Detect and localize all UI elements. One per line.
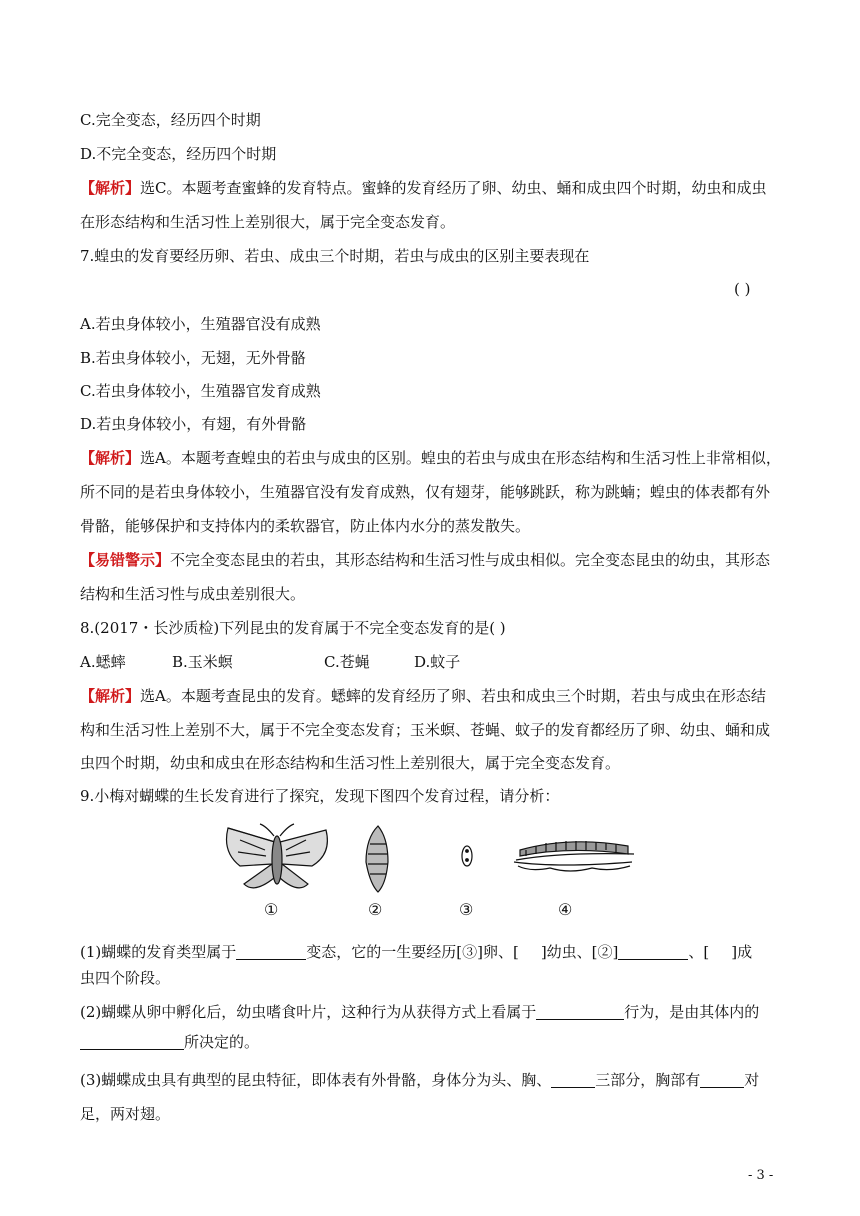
q9-stem: 9.小梅对蝴蝶的生长发育进行了探究，发现下图四个发育过程，请分析： (80, 787, 560, 805)
fig-label-3: ③ (459, 900, 474, 919)
pupa-icon (366, 826, 388, 892)
answer-blank[interactable] (80, 1034, 184, 1050)
q8-analysis-line-1 (80, 686, 780, 706)
q8-option-c: C.苍蝇 (324, 653, 370, 671)
analysis-text: 选A。本题考查蝗虫的若虫与成虫的区别。蝗虫的若虫与成虫在形态结构和生活习性上非常相似， (140, 449, 781, 467)
q7-warning-line-1 (80, 550, 780, 570)
q8-option-a: A.蟋蟀 (80, 653, 126, 671)
warning-tag: 【易错警示】 (80, 551, 171, 569)
analysis-tag: 【解析】 (80, 449, 141, 467)
answer-bracket-blank[interactable] (519, 945, 541, 960)
q7-option-b: B.若虫身体较小，无翅，无外骨骼 (80, 349, 306, 367)
warning-text: 不完全变态昆虫的若虫，其形态结构和生活习性与成虫相似。完全变态昆虫的幼虫，其形态 (170, 551, 771, 569)
analysis-tag: 【解析】 (80, 179, 141, 197)
answer-blank[interactable] (618, 944, 688, 960)
lifecycle-illustration (220, 822, 640, 902)
larva-icon (514, 841, 634, 871)
q7-option-c: C.若虫身体较小，生殖器官发育成熟 (80, 382, 321, 400)
analysis-text: 选C。本题考查蜜蜂的发育特点。蜜蜂的发育经历了卵、幼虫、蛹和成虫四个时期，幼虫和成虫 (140, 179, 767, 197)
fig-label-2: ② (368, 900, 383, 919)
analysis-tag: 【解析】 (80, 687, 141, 705)
adult-butterfly-icon (227, 824, 328, 888)
q8-option-b: B.玉米螟 (172, 653, 233, 671)
answer-blank[interactable] (236, 944, 306, 960)
page-number: - 3 - (748, 1168, 774, 1183)
q9-sub2-line-1: (2)蝴蝶从卵中孵化后，幼虫嗜食叶片，这种行为从获得方式上看属于 行为，是由其体内的 (80, 1003, 760, 1021)
q7-warning-line-2: 结构和生活习性与成虫差别很大。 (80, 585, 306, 603)
q6-analysis-line-2: 在形态结构和生活习性上差别很大，属于完全变态发育。 (80, 213, 456, 231)
q7-analysis-line-2: 所不同的是若虫身体较小，生殖器官没有发育成熟，仅有翅芽，能够跳跃，称为跳蝻；蝗虫的体表都有外 (80, 483, 771, 501)
q7-analysis-line-1 (80, 448, 780, 468)
answer-blank[interactable] (551, 1072, 595, 1088)
q9-sub3-line-2: 足，两对翅。 (80, 1105, 171, 1123)
q8-options (80, 652, 780, 672)
q9-sub1-line-2: 虫四个阶段。 (80, 969, 171, 987)
q6-analysis-line-1 (80, 178, 780, 198)
q7-analysis-line-3: 骨骼，能够保护和支持体内的柔软器官，防止体内水分的蒸发散失。 (80, 517, 531, 535)
q8-stem: 8.(2017・长沙质检)下列昆虫的发育属于不完全变态发育的是( ) (80, 619, 506, 637)
q7-option-d: D.若虫身体较小，有翅，有外骨骼 (80, 415, 307, 433)
q9-sub2-line-2: 所决定的。 (80, 1032, 780, 1052)
q7-answer-paren: ( ) (734, 280, 751, 298)
q6-option-c: C.完全变态，经历四个时期 (80, 111, 261, 129)
answer-blank[interactable] (536, 1004, 624, 1020)
answer-blank[interactable] (700, 1072, 744, 1088)
butterfly-lifecycle-figure (220, 822, 640, 922)
fig-label-4: ④ (558, 900, 573, 919)
q8-analysis-line-3: 虫四个时期，幼虫和成虫在形态结构和生活习性上差别很大，属于完全变态发育。 (80, 754, 621, 772)
q8-analysis-line-2: 构和生活习性上差别不大，属于不完全变态发育；玉米螟、苍蝇、蚊子的发育都经历了卵、幼虫、蛹和成 (80, 721, 771, 739)
q7-stem: 7.蝗虫的发育要经历卵、若虫、成虫三个时期，若虫与成虫的区别主要表现在 (80, 247, 590, 265)
fig-label-1: ① (264, 900, 279, 919)
q7-option-a: A.若虫身体较小，生殖器官没有成熟 (80, 315, 321, 333)
egg-icon (462, 846, 472, 866)
q9-sub1-line-1: (1)蝴蝶的发育类型属于 变态，它的一生要经历[③]卵、[ ]幼虫、[②] 、[ ]成 (80, 943, 753, 961)
analysis-text: 选A。本题考查昆虫的发育。蟋蟀的发育经历了卵、若虫和成虫三个时期，若虫与成虫在形态结 (140, 687, 766, 705)
q9-sub3-line-1: (3)蝴蝶成虫具有典型的昆虫特征，即体表有外骨骼，身体分为头、胸、 三部分，胸部有 对 (80, 1071, 760, 1089)
q8-option-d: D.蚊子 (414, 653, 461, 671)
q6-option-d: D.不完全变态，经历四个时期 (80, 145, 277, 163)
answer-bracket-blank[interactable] (709, 945, 731, 960)
